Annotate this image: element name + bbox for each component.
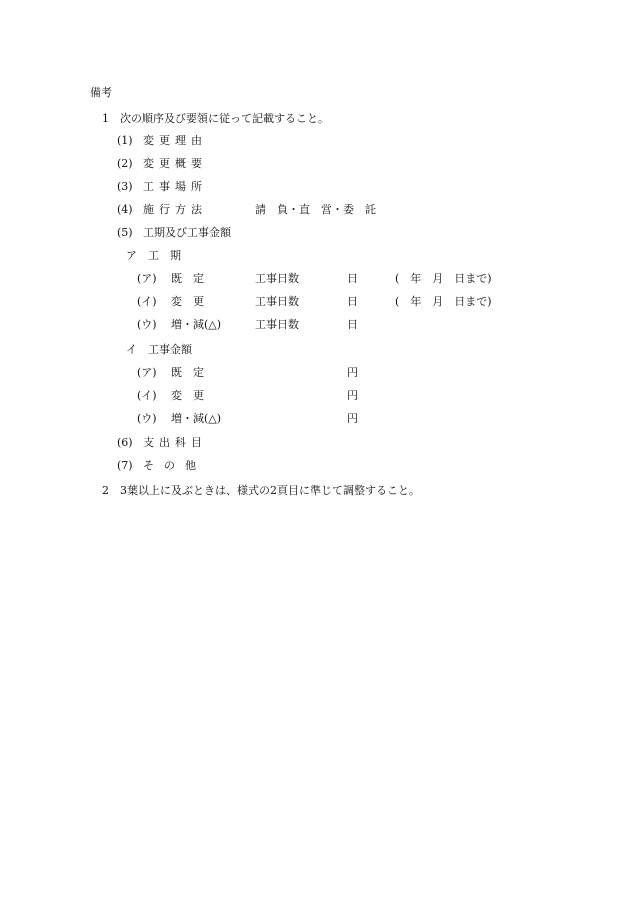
amount-row-number: (ア) <box>137 366 157 379</box>
amount-row-unit: 円 <box>347 366 358 379</box>
period-row-label: 既 定 <box>171 272 204 285</box>
amount-row-unit: 円 <box>347 389 358 402</box>
item-2-number: 2 <box>102 484 109 497</box>
amount-row-label: 増・減(△) <box>171 412 222 425</box>
amount-row-number: (イ) <box>137 389 157 402</box>
subitem-3-number: (3) <box>117 180 133 193</box>
item-1-number: 1 <box>102 112 109 125</box>
amount-row-unit: 円 <box>347 412 358 425</box>
period-row-label: 変 更 <box>171 295 204 308</box>
subitem-4-methods: 請 負・直 営・委 託 <box>255 203 376 216</box>
remarks-heading: 備考 <box>90 86 112 99</box>
period-row-days-label: 工事日数 <box>255 295 299 308</box>
amount-heading: イ 工事金額 <box>126 343 192 356</box>
subitem-7-label: その他 <box>143 459 206 472</box>
period-row-end-date: ( 年 月 日まで) <box>395 272 492 285</box>
period-row-end-date: ( 年 月 日まで) <box>395 295 492 308</box>
period-row-number: (ア) <box>137 272 157 285</box>
subitem-6-number: (6) <box>117 436 133 449</box>
subitem-5-label: 工期及び工事金額 <box>143 226 231 239</box>
subitem-3-label: 工事場所 <box>143 180 207 193</box>
subitem-4-number: (4) <box>117 203 133 216</box>
period-row-label: 増・減(△) <box>171 318 222 331</box>
period-row-number: (イ) <box>137 295 157 308</box>
period-row-day-unit: 日 <box>347 295 358 308</box>
period-heading: ア 工 期 <box>126 249 181 262</box>
subitem-2-label: 変更概要 <box>143 157 207 170</box>
period-row-days-label: 工事日数 <box>255 318 299 331</box>
subitem-2-number: (2) <box>117 157 133 170</box>
period-row-days-label: 工事日数 <box>255 272 299 285</box>
subitem-6-label: 支出科目 <box>143 436 207 449</box>
period-row-day-unit: 日 <box>347 272 358 285</box>
item-1-text: 次の順序及び要領に従って記載すること。 <box>120 112 329 125</box>
subitem-5-number: (5) <box>117 226 133 239</box>
subitem-7-number: (7) <box>117 459 133 472</box>
subitem-1-number: (1) <box>117 134 133 147</box>
amount-row-number: (ウ) <box>137 412 157 425</box>
amount-row-label: 既 定 <box>171 366 204 379</box>
item-2-text: 3葉以上に及ぶときは、様式の2頁目に準じて調整すること。 <box>120 484 420 497</box>
subitem-4-label: 施行方法 <box>143 203 207 216</box>
subitem-1-label: 変更理由 <box>143 134 207 147</box>
amount-row-label: 変 更 <box>171 389 204 402</box>
period-row-day-unit: 日 <box>347 318 358 331</box>
period-row-number: (ウ) <box>137 318 157 331</box>
